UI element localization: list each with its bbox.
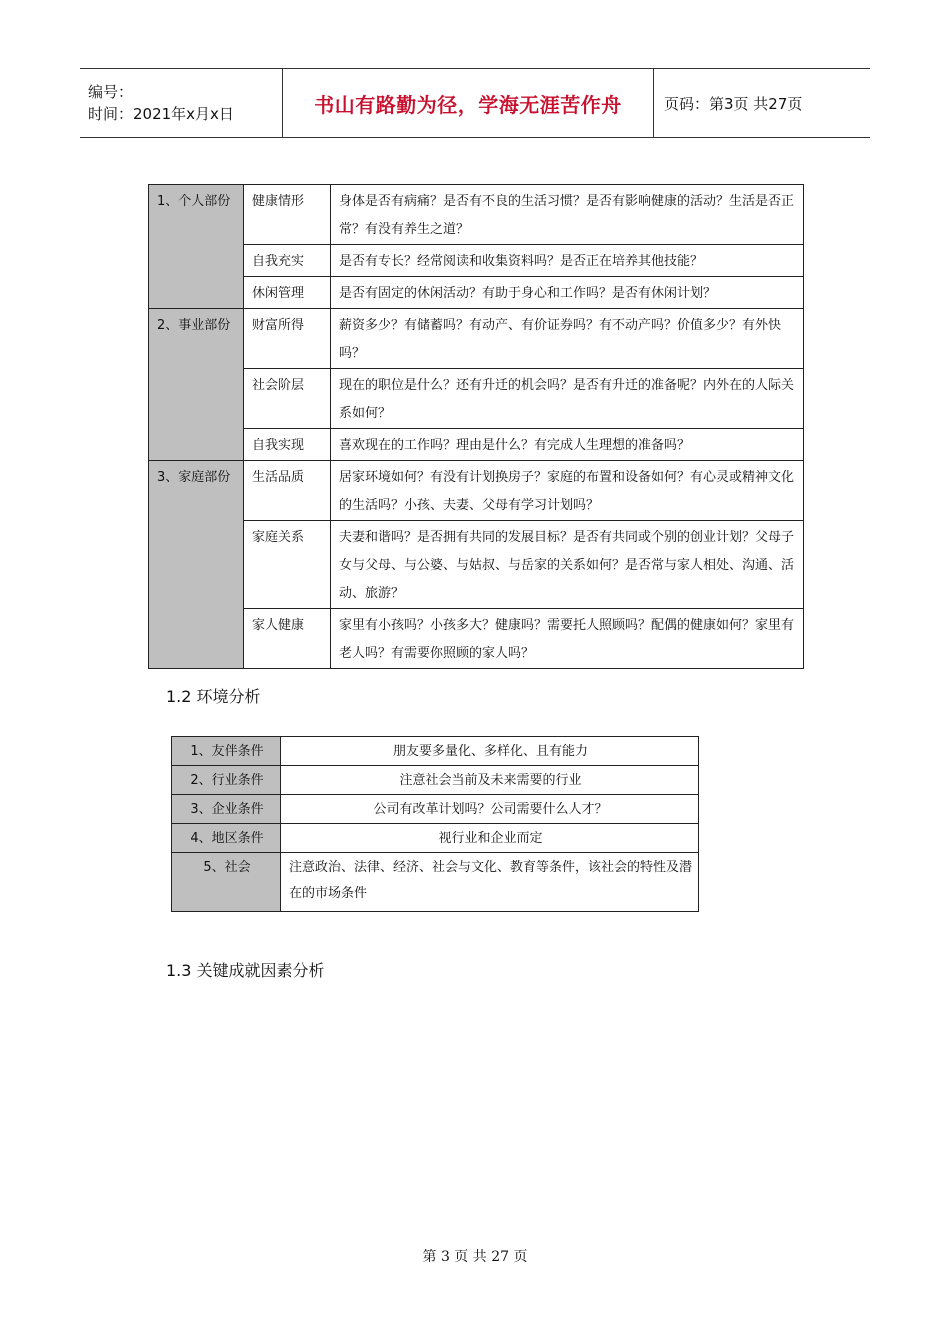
table-row (149, 521, 804, 609)
self-analysis-table (148, 184, 804, 669)
desc-cell: 居家环境如何？有没有计划换房子？家庭的布置和设备如何？有心灵或精神文化的生活吗？小孩、夫妻、父母有学习计划吗？ (331, 461, 804, 521)
environment-table (171, 736, 699, 912)
category-cell: 1、个人部份 (149, 185, 244, 309)
desc-cell: 是否有专长？经常阅读和收集资料吗？是否正在培养其他技能？ (331, 245, 804, 277)
factor-desc-cell: 注意政治、法律、经济、社会与文化、教育等条件，该社会的特性及潜在的市场条件 (281, 853, 699, 912)
header-meta (80, 69, 282, 137)
table-row (172, 766, 699, 795)
factor-cell: 4、地区条件 (172, 824, 281, 853)
item-cell: 财富所得 (244, 309, 331, 369)
date-label: 时间：2021年x月x日 (88, 105, 234, 123)
table-row (149, 369, 804, 429)
desc-cell: 身体是否有病痛？是否有不良的生活习惯？是否有影响健康的活动？生活是否正常？有没有养生之道？ (331, 185, 804, 245)
desc-cell: 现在的职位是什么？还有升迁的机会吗？是否有升迁的准备呢？内外在的人际关系如何？ (331, 369, 804, 429)
table-row (149, 185, 804, 245)
desc-cell: 薪资多少？有储蓄吗？有动产、有价证券吗？有不动产吗？价值多少？有外快吗？ (331, 309, 804, 369)
number-label: 编号： (88, 83, 134, 101)
factor-desc-cell: 注意社会当前及未来需要的行业 (281, 766, 699, 795)
table-row (172, 853, 699, 912)
item-cell: 自我充实 (244, 245, 331, 277)
category-cell: 2、事业部份 (149, 309, 244, 461)
desc-cell: 家里有小孩吗？小孩多大？健康吗？需要托人照顾吗？配偶的健康如何？家里有老人吗？有需要你照顾的家人吗？ (331, 609, 804, 669)
section-heading-key-factors: 1.3 关键成就因素分析 (166, 961, 325, 980)
factor-cell: 5、社会 (172, 853, 281, 912)
page-label: 页码：第3页 共27页 (664, 94, 803, 113)
table-row (172, 795, 699, 824)
item-cell: 自我实现 (244, 429, 331, 461)
section-heading-environment: 1.2 环境分析 (166, 687, 261, 706)
item-cell: 社会阶层 (244, 369, 331, 429)
category-cell: 3、家庭部份 (149, 461, 244, 669)
table-row (149, 609, 804, 669)
factor-cell: 1、友伴条件 (172, 737, 281, 766)
table-row (149, 461, 804, 521)
factor-cell: 2、行业条件 (172, 766, 281, 795)
table-row (149, 429, 804, 461)
header-motto-cell (282, 69, 654, 137)
factor-desc-cell: 公司有改革计划吗？公司需要什么人才？ (281, 795, 699, 824)
item-cell: 家人健康 (244, 609, 331, 669)
item-cell: 健康情形 (244, 185, 331, 245)
table-row (172, 824, 699, 853)
table-row (149, 309, 804, 369)
factor-desc-cell: 视行业和企业而定 (281, 824, 699, 853)
table-row (149, 245, 804, 277)
page-footer: 第 3 页 共 27 页 (422, 1249, 528, 1265)
page-header (80, 68, 870, 138)
item-cell: 休闲管理 (244, 277, 331, 309)
motto: 书山有路勤为径，学海无涯苦作舟 (314, 92, 622, 117)
item-cell: 家庭关系 (244, 521, 331, 609)
factor-desc-cell: 朋友要多量化、多样化、且有能力 (281, 737, 699, 766)
factor-cell: 3、企业条件 (172, 795, 281, 824)
desc-cell: 是否有固定的休闲活动？有助于身心和工作吗？是否有休闲计划？ (331, 277, 804, 309)
item-cell: 生活品质 (244, 461, 331, 521)
header-page-cell (654, 69, 870, 137)
desc-cell: 喜欢现在的工作吗？理由是什么？有完成人生理想的准备吗？ (331, 429, 804, 461)
table-row (149, 277, 804, 309)
table-row (172, 737, 699, 766)
desc-cell: 夫妻和谐吗？是否拥有共同的发展目标？是否有共同或个别的创业计划？父母子女与父母、与公婆、与姑叔、与岳家的关系如何？是否常与家人相处、沟通、活动、旅游？ (331, 521, 804, 609)
